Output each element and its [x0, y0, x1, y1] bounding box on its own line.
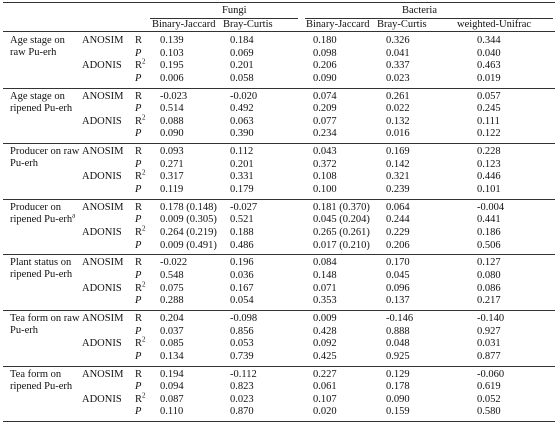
- value-cell: 0.092: [313, 338, 337, 350]
- statistic-symbol-text: P: [135, 184, 142, 195]
- test-name: ANOSIM: [82, 146, 124, 158]
- value-cell: 0.428: [313, 325, 337, 337]
- statistic-symbol-text: R: [135, 227, 143, 238]
- value-cell: 0.100: [313, 184, 337, 195]
- value-cell: 0.129: [386, 368, 410, 380]
- statistic-symbol-text: R: [135, 90, 143, 102]
- test-name: ANOSIM: [82, 257, 124, 269]
- statistic-superscript: 2: [142, 168, 146, 177]
- statistic-symbol: [135, 214, 141, 226]
- value-cell: 0.390: [230, 128, 254, 140]
- col-header-bacteria-binary-jaccard: Binary-Jaccard: [306, 19, 370, 30]
- value-cell: 0.188: [230, 227, 254, 238]
- fungi-header: Fungi: [222, 5, 247, 16]
- value-cell: 0.353: [313, 295, 337, 307]
- group-label-text: Age stage on ripened Pu-erh: [10, 90, 73, 114]
- statistic-symbol: [135, 168, 146, 183]
- statistic-symbol: [135, 313, 142, 325]
- value-cell: 0.170: [386, 257, 410, 269]
- value-cell: 0.023: [230, 393, 254, 405]
- statistic-symbol-text: P: [135, 158, 142, 170]
- value-cell: 0.085: [160, 338, 184, 350]
- value-cell: 0.090: [160, 128, 184, 140]
- value-cell: 0.823: [230, 381, 254, 393]
- value-cell: 0.084: [313, 257, 337, 269]
- value-cell: 0.372: [313, 158, 337, 170]
- value-cell: 0.088: [160, 115, 184, 127]
- value-cell: 0.093: [160, 146, 184, 158]
- statistic-symbol: [135, 335, 146, 350]
- value-cell: 0.053: [230, 338, 254, 350]
- statistic-symbol: [135, 406, 141, 418]
- statistic-symbol: [135, 113, 146, 128]
- group-label: [10, 91, 80, 115]
- value-cell: 0.441: [477, 214, 501, 226]
- value-cell: -0.112: [230, 368, 257, 380]
- group-label: [10, 35, 80, 59]
- statistic-symbol-text: P: [135, 406, 142, 418]
- value-cell: 0.463: [477, 60, 501, 72]
- statistic-superscript: 2: [142, 391, 146, 400]
- test-name: ADONIS: [82, 227, 122, 238]
- test-name: ANOSIM: [82, 90, 124, 102]
- value-cell: 0.927: [477, 325, 501, 337]
- value-cell: 0.234: [313, 128, 337, 140]
- value-cell: 0.178 (0.148): [160, 201, 217, 213]
- col-header-bacteria-bray-curtis: Bray-Curtis: [377, 19, 427, 30]
- test-name: ADONIS: [82, 393, 122, 405]
- statistic-symbol: [135, 240, 141, 252]
- value-cell: 0.077: [313, 115, 337, 127]
- statistic-symbol-text: P: [135, 47, 142, 59]
- value-cell: 0.739: [230, 350, 254, 362]
- value-cell: 0.137: [386, 295, 410, 307]
- value-cell: 0.098: [313, 47, 337, 59]
- value-cell: 0.037: [160, 325, 184, 337]
- value-cell: 0.009 (0.305): [160, 214, 217, 226]
- group-label: [10, 313, 80, 337]
- statistic-symbol: [135, 103, 141, 115]
- statistic-symbol: [135, 369, 142, 381]
- statistic-symbol-text: P: [135, 72, 142, 84]
- test-name: ANOSIM: [82, 201, 124, 213]
- value-cell: 0.492: [230, 103, 254, 115]
- group-separator-rule: [3, 366, 555, 367]
- value-cell: 0.206: [313, 60, 337, 72]
- value-cell: -0.027: [230, 201, 258, 213]
- value-cell: 0.127: [477, 257, 501, 269]
- statistic-symbol-text: R: [135, 282, 143, 294]
- value-cell: 0.227: [313, 368, 337, 380]
- col-header-fungi-binary-jaccard: Binary-Jaccard: [152, 19, 216, 30]
- value-cell: 0.017 (0.210): [313, 239, 370, 251]
- statistic-symbol: [135, 91, 142, 103]
- value-cell: 0.271: [160, 158, 184, 170]
- value-cell: 0.181 (0.370): [313, 201, 370, 213]
- value-cell: 0.228: [477, 146, 501, 158]
- group-separator-rule: [3, 254, 555, 255]
- value-cell: 0.167: [230, 282, 254, 294]
- value-cell: 0.206: [386, 239, 410, 251]
- statistic-symbol: [135, 351, 141, 363]
- value-cell: -0.004: [477, 201, 505, 213]
- statistic-symbol-text: R: [135, 257, 143, 269]
- value-cell: 0.888: [386, 325, 410, 337]
- value-cell: 0.229: [386, 227, 410, 238]
- statistic-symbol: [135, 391, 146, 406]
- value-cell: 0.086: [477, 282, 501, 294]
- value-cell: -0.022: [160, 257, 188, 269]
- statistic-symbol-text: P: [135, 103, 142, 115]
- value-cell: 0.196: [230, 257, 254, 269]
- value-cell: 0.264 (0.219): [160, 227, 217, 238]
- statistic-symbol: [135, 257, 142, 269]
- value-cell: 0.094: [160, 381, 184, 393]
- statistic-symbol-text: P: [135, 214, 142, 226]
- statistic-symbol-text: R: [135, 60, 143, 72]
- statistic-symbol: [135, 381, 141, 393]
- value-cell: 0.925: [386, 350, 410, 362]
- value-cell: 0.101: [477, 184, 501, 195]
- value-cell: 0.178: [386, 381, 410, 393]
- group-label: [10, 146, 80, 170]
- value-cell: 0.180: [313, 35, 337, 46]
- value-cell: 0.425: [313, 350, 337, 362]
- value-cell: 0.514: [160, 103, 184, 115]
- statistic-superscript: 2: [142, 335, 146, 344]
- statistic-symbol-text: R: [135, 171, 143, 183]
- value-cell: 0.217: [477, 295, 501, 307]
- value-cell: 0.619: [477, 381, 501, 393]
- value-cell: 0.096: [386, 282, 410, 294]
- statistic-symbol: [135, 295, 141, 307]
- value-cell: 0.521: [230, 214, 254, 226]
- value-cell: 0.006: [160, 72, 184, 84]
- statistic-symbol: [135, 35, 142, 47]
- bacteria-header: Bacteria: [402, 5, 437, 16]
- statistic-superscript: 2: [142, 113, 146, 122]
- value-cell: 0.331: [230, 171, 254, 183]
- value-cell: 0.204: [160, 313, 184, 324]
- header-bottom-rule: [3, 31, 555, 32]
- col-header-fungi-bray-curtis: Bray-Curtis: [223, 19, 273, 30]
- value-cell: 0.580: [477, 406, 501, 418]
- value-cell: 0.108: [313, 171, 337, 183]
- statistic-symbol: [135, 270, 141, 282]
- value-cell: 0.201: [230, 158, 254, 170]
- value-cell: 0.043: [313, 146, 337, 158]
- value-cell: 0.169: [386, 146, 410, 158]
- value-cell: 0.119: [160, 184, 184, 195]
- statistic-symbol-text: P: [135, 325, 142, 337]
- group-label: [10, 257, 80, 281]
- value-cell: 0.112: [230, 146, 254, 158]
- statistic-symbol: [135, 326, 141, 338]
- value-cell: 0.142: [386, 158, 410, 170]
- statistic-symbol: [135, 57, 146, 72]
- value-cell: 0.103: [160, 47, 184, 59]
- value-cell: 0.063: [230, 115, 254, 127]
- value-cell: 0.186: [477, 227, 501, 238]
- value-cell: 0.045 (0.204): [313, 214, 370, 226]
- group-label: [10, 202, 80, 226]
- statistic-symbol-text: R: [135, 146, 143, 158]
- group-label-text: Age stage on raw Pu-erh: [10, 35, 65, 58]
- value-cell: 0.022: [386, 103, 410, 115]
- value-cell: 0.344: [477, 35, 501, 46]
- value-cell: 0.261: [386, 90, 410, 102]
- value-cell: 0.195: [160, 60, 184, 72]
- value-cell: 0.317: [160, 171, 184, 183]
- value-cell: 0.244: [386, 214, 410, 226]
- value-cell: 0.159: [386, 406, 410, 418]
- value-cell: 0.486: [230, 239, 254, 251]
- value-cell: 0.148: [313, 270, 337, 281]
- value-cell: 0.048: [386, 338, 410, 350]
- statistic-superscript: 2: [142, 280, 146, 289]
- value-cell: 0.087: [160, 393, 184, 405]
- group-label-text: Producer on ripened Pu-erh: [10, 201, 73, 225]
- statistic-symbol-text: R: [135, 393, 143, 405]
- statistic-symbol-text: P: [135, 350, 142, 362]
- statistic-symbol-text: P: [135, 128, 142, 140]
- value-cell: 0.194: [160, 368, 184, 380]
- value-cell: 0.036: [230, 270, 254, 281]
- statistic-symbol-text: R: [135, 313, 143, 324]
- value-cell: 0.080: [477, 270, 501, 281]
- value-cell: 0.107: [313, 393, 337, 405]
- statistic-symbol: [135, 224, 146, 239]
- test-name: ADONIS: [82, 115, 122, 127]
- statistic-symbol: [135, 280, 146, 295]
- group-label-text: Producer on raw Pu-erh: [10, 146, 80, 170]
- value-cell: 0.209: [313, 103, 337, 115]
- value-cell: 0.045: [386, 270, 410, 281]
- statistic-symbol: [135, 159, 141, 171]
- value-cell: 0.040: [477, 47, 501, 59]
- value-cell: -0.146: [386, 313, 414, 324]
- test-name: ANOSIM: [82, 35, 124, 46]
- value-cell: 0.019: [477, 72, 501, 84]
- value-cell: 0.064: [386, 201, 410, 213]
- value-cell: 0.061: [313, 381, 337, 393]
- value-cell: 0.184: [230, 35, 254, 46]
- value-cell: -0.140: [477, 313, 505, 324]
- test-name: ADONIS: [82, 60, 122, 72]
- value-cell: 0.090: [313, 72, 337, 84]
- value-cell: 0.041: [386, 47, 410, 59]
- value-cell: 0.134: [160, 350, 184, 362]
- value-cell: 0.548: [160, 270, 184, 281]
- value-cell: 0.337: [386, 60, 410, 72]
- value-cell: 0.239: [386, 184, 410, 195]
- statistic-superscript: 2: [142, 224, 146, 233]
- value-cell: 0.111: [477, 115, 500, 127]
- statistic-symbol: [135, 128, 141, 140]
- value-cell: 0.052: [477, 393, 501, 405]
- group-separator-rule: [3, 88, 555, 89]
- value-cell: 0.446: [477, 171, 501, 183]
- statistic-symbol-text: P: [135, 381, 142, 393]
- statistic-symbol-text: P: [135, 270, 142, 281]
- value-cell: 0.023: [386, 72, 410, 84]
- value-cell: -0.023: [160, 90, 188, 102]
- value-cell: 0.009: [313, 313, 337, 324]
- statistic-superscript: 2: [142, 57, 146, 66]
- table-top-rule: [3, 2, 555, 3]
- statistic-symbol-text: R: [135, 201, 143, 213]
- value-cell: 0.016: [386, 128, 410, 140]
- value-cell: 0.870: [230, 406, 254, 418]
- value-cell: 0.075: [160, 282, 184, 294]
- value-cell: 0.245: [477, 103, 501, 115]
- statistic-symbol: [135, 146, 142, 158]
- test-name: ADONIS: [82, 282, 122, 294]
- test-name: ANOSIM: [82, 368, 124, 380]
- value-cell: 0.054: [230, 295, 254, 307]
- value-cell: 0.071: [313, 282, 337, 294]
- col-header-bacteria-weighted-unifrac: weighted-Unifrac: [457, 19, 532, 30]
- value-cell: 0.090: [386, 393, 410, 405]
- value-cell: 0.069: [230, 47, 254, 59]
- value-cell: 0.058: [230, 72, 254, 84]
- value-cell: 0.856: [230, 325, 254, 337]
- group-label-text: Tea form on raw Pu-erh: [10, 313, 80, 336]
- statistic-symbol: [135, 48, 141, 60]
- group-separator-rule: [3, 310, 555, 311]
- value-cell: 0.123: [477, 158, 501, 170]
- value-cell: 0.506: [477, 239, 501, 251]
- value-cell: 0.122: [477, 128, 501, 140]
- value-cell: 0.057: [477, 90, 501, 102]
- value-cell: -0.060: [477, 368, 505, 380]
- value-cell: 0.179: [230, 184, 254, 195]
- statistic-symbol-text: R: [135, 115, 143, 127]
- group-label: [10, 369, 80, 393]
- group-label-text: Plant status on ripened Pu-erh: [10, 257, 73, 281]
- statistic-symbol: [135, 184, 141, 196]
- value-cell: 0.110: [160, 406, 184, 418]
- statistic-symbol: [135, 202, 142, 214]
- value-cell: 0.139: [160, 35, 184, 46]
- group-separator-rule: [3, 421, 555, 422]
- test-name: ADONIS: [82, 171, 122, 183]
- statistic-symbol-text: R: [135, 35, 143, 46]
- value-cell: 0.201: [230, 60, 254, 72]
- value-cell: 0.288: [160, 295, 184, 307]
- value-cell: 0.877: [477, 350, 501, 362]
- statistic-symbol-text: P: [135, 295, 142, 307]
- test-name: ANOSIM: [82, 313, 124, 324]
- value-cell: 0.321: [386, 171, 410, 183]
- value-cell: 0.132: [386, 115, 410, 127]
- value-cell: 0.326: [386, 35, 410, 46]
- group-separator-rule: [3, 143, 555, 144]
- value-cell: 0.031: [477, 338, 501, 350]
- statistic-symbol: [135, 73, 141, 85]
- value-cell: 0.265 (0.261): [313, 227, 370, 238]
- statistic-symbol-text: R: [135, 368, 143, 380]
- value-cell: -0.020: [230, 90, 258, 102]
- statistic-symbol-text: P: [135, 239, 142, 251]
- value-cell: -0.098: [230, 313, 258, 324]
- value-cell: 0.074: [313, 90, 337, 102]
- value-cell: 0.020: [313, 406, 337, 418]
- test-name: ADONIS: [82, 338, 122, 350]
- group-separator-rule: [3, 199, 555, 200]
- value-cell: 0.009 (0.491): [160, 239, 217, 251]
- group-label-footnote-mark: a: [72, 211, 76, 220]
- statistic-symbol-text: R: [135, 338, 143, 350]
- group-label-text: Tea form on ripened Pu-erh: [10, 368, 73, 392]
